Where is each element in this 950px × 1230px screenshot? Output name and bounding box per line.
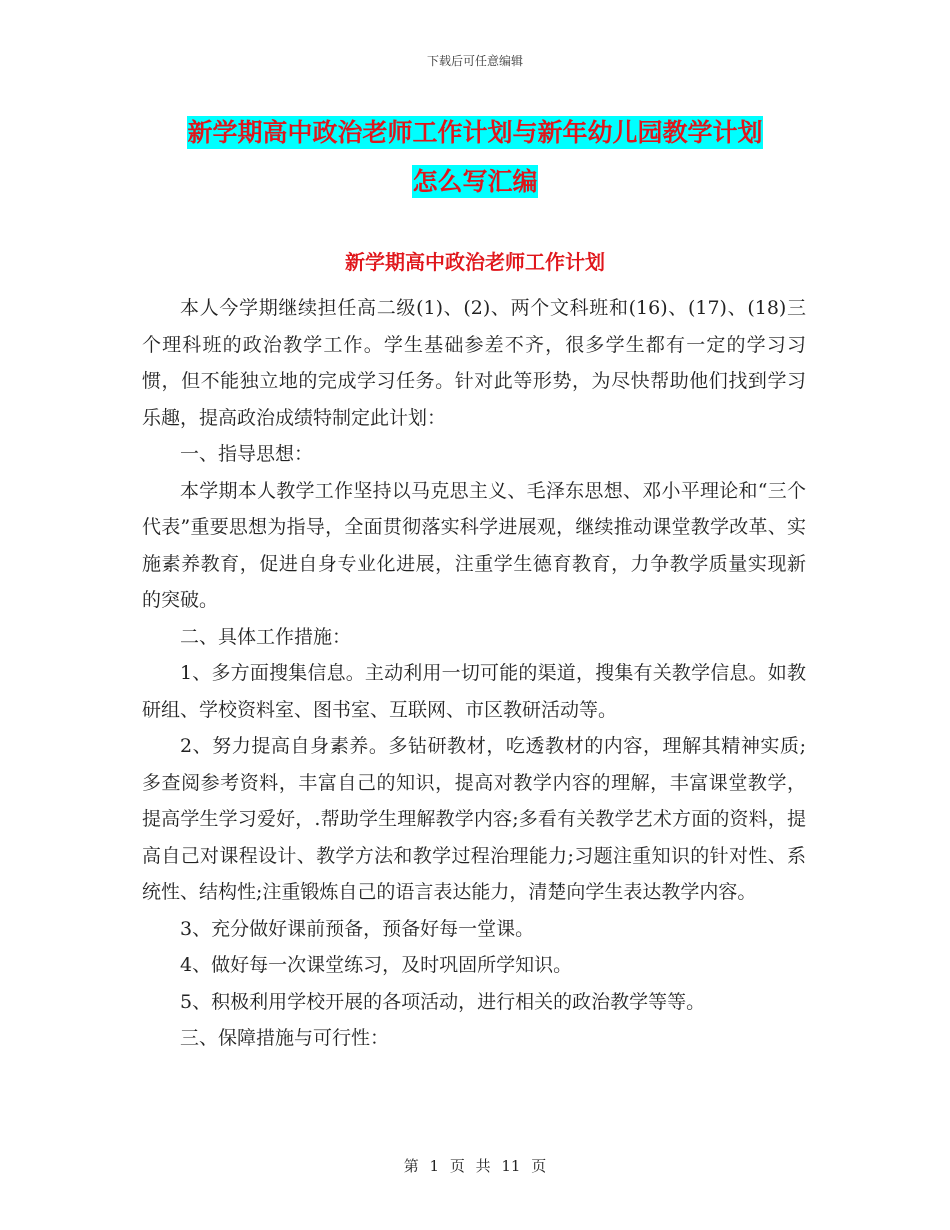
- list-item: 5、积极利用学校开展的各项活动，进行相关的政治教学等等。: [180, 990, 706, 1013]
- document-title-line1: 新学期高中政治老师工作计划与新年幼儿园教学计划: [187, 118, 763, 147]
- list-item: 2、努力提高自身素养。多钻研教材，吃透教材的内容，理解其精神实质;多查阅参考资料，丰富自己的知识，提高对教学内容的理解，丰富课堂教学，提高学生学习爱好，.帮助学生理解教学内容;多看有关教学艺术方面的资料，提高自己对课程设计、教学方法和教学过程治理能力;习题注重知识的针对性、系统性、结构性;注重锻炼自己的语言表达能力，清楚向学生表达教学内容。: [142, 735, 806, 903]
- heading-safeguards: 三、保障措施与可行性：: [180, 1027, 390, 1049]
- section-title: 新学期高中政治老师工作计划: [345, 250, 605, 274]
- document-title-line2: 怎么写汇编: [412, 167, 538, 196]
- page-number-footer: 第 1 页 共 11 页: [403, 1157, 547, 1175]
- list-item: 1、多方面搜集信息。主动利用一切可能的渠道，搜集有关教学信息。如教研组、学校资料室、图书室、互联网、市区教研活动等。: [142, 662, 806, 721]
- paragraph-guiding-thought: 本学期本人教学工作坚持以马克思主义、毛泽东思想、邓小平理论和“三个代表”重要思想为指导，全面贯彻落实科学进展观，继续推动课堂教学改革、实施素养教育，促进自身专业化进展，注重学生德育教育，力争教学质量实现新的突破。: [142, 479, 806, 611]
- body-text: [142, 290, 806, 1057]
- document-title: [0, 108, 950, 206]
- list-item: 4、做好每一次课堂练习，及时巩固所学知识。: [180, 954, 573, 976]
- paragraph-intro: 本人今学期继续担任高二级(1)、(2)、两个文科班和(16)、(17)、(18)三个理科班的政治教学工作。学生基础参差不齐，很多学生都有一定的学习习惯，但不能独立地的完成学习任务。针对此等形势，为尽快帮助他们找到学习乐趣，提高政治成绩特制定此计划：: [142, 297, 806, 429]
- heading-guiding-thought: 一、指导思想：: [180, 443, 314, 465]
- heading-measures: 二、具体工作措施：: [180, 625, 352, 648]
- header-note: 下载后可任意编辑: [426, 54, 523, 68]
- list-item: 3、充分做好课前预备，预备好每一堂课。: [180, 917, 535, 940]
